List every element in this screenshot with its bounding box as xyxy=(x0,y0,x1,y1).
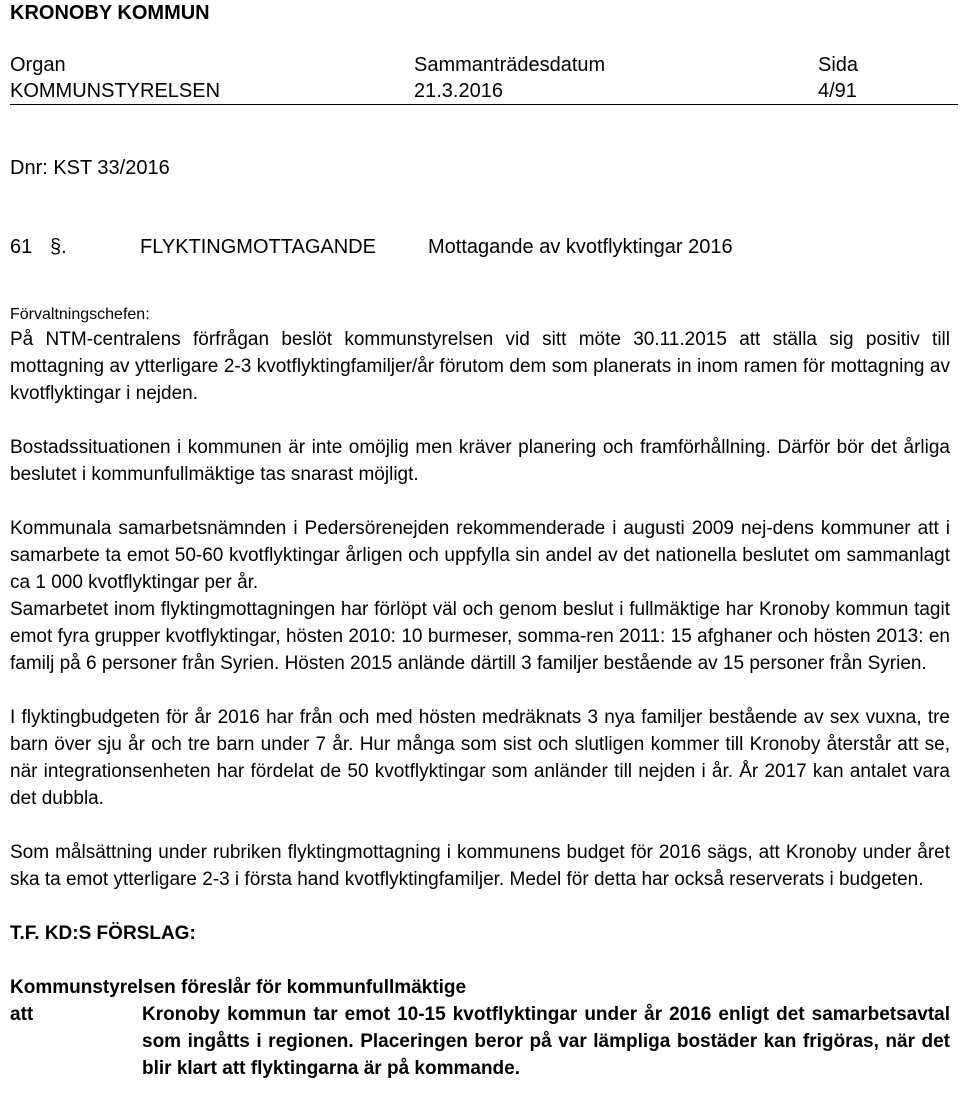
page-number-label: Sida xyxy=(818,54,859,76)
proposal-text: Kronoby kommun tar emot 10-15 kvotflyktingar under år 2016 enligt det samarbetsavtal som ingåtts i regionen. Placeringen beror på var lämpliga bostäder kan frigöras, när det blir klart att flyktingarna är på kommande. xyxy=(142,1004,950,1079)
meeting-date-value: 21.3.2016 xyxy=(414,80,503,102)
section-symbol: §. xyxy=(50,236,67,258)
organ-value: KOMMUNSTYRELSEN xyxy=(10,80,221,102)
paragraph: I flyktingbudgeten för år 2016 har från och med hösten medräknats 3 nya familjer bestående av sex vuxna, tre barn över sju år och tre barn under 7 år. Hur många som sist och slutligen kommer till Kronoby återstår att se, när integrationsenheten har fördelat de 50 kvotflyktingar som anländer till nejden i år. År 2017 kan antalet vara det dubbla. xyxy=(10,707,950,809)
proposal-lead-word: att xyxy=(10,1004,34,1025)
paragraph: Samarbetet inom flyktingmottagningen har förlöpt väl och genom beslut i fullmäktige har Kronoby kommun tagit emot fyra grupper kvotflyktingar, hösten 2010: 10 burmeser, somma-ren 2011: 15 afghaner och hösten 2013: en familj på 6 personer från Syrien. Hösten 2015 anlände därtill 3 familjer bestående av 15 personer från Syrien. xyxy=(10,599,950,674)
meeting-date-block xyxy=(414,52,605,104)
paragraph: Bostadssituationen i kommunen är inte omöjlig men kräver planering och framförhållning. Därför bör det årliga beslutet i kommunfullmäktige tas snarast möjligt. xyxy=(10,437,950,485)
paragraph: På NTM-centralens förfrågan beslöt kommunstyrelsen vid sitt möte 30.11.2015 att ställa sig positiv till mottagning av ytterligare 2-3 kvotflyktingfamiljer/år förutom dem som planerats in inom ramen för mottagning av kvotflyktingar i nejden. xyxy=(10,329,950,404)
header-divider xyxy=(10,104,958,105)
speaker-role: Förvaltningschefen: xyxy=(10,306,150,323)
diary-number: Dnr: KST 33/2016 xyxy=(10,157,170,179)
meeting-date-label: Sammanträdesdatum xyxy=(414,54,606,76)
page-number-block xyxy=(818,52,858,104)
municipality-name: KRONOBY KOMMUN xyxy=(10,2,210,24)
section-title: Mottagande av kvotflyktingar 2016 xyxy=(428,236,733,258)
proposal-clause xyxy=(10,1001,950,1082)
paragraph: Kommunala samarbetsnämnden i Pedersörenejden rekommenderade i augusti 2009 nej-dens kommuner att i samarbete ta emot 50-60 kvotflyktingar årligen och uppfylla sin andel av det nationella beslutet om sammanlagt ca 1 000 kvotflyktingar per år. xyxy=(10,518,950,593)
organ-label: Organ xyxy=(10,54,66,76)
section-heading xyxy=(10,236,733,259)
page-number-value: 4/91 xyxy=(818,80,857,102)
minutes-body xyxy=(10,304,950,1082)
paragraph: Som målsättning under rubriken flyktingmottagning i kommunens budget för 2016 sägs, att Kronoby under året ska ta emot ytterligare 2-3 i första hand kvotflyktingfamiljer. Medel för detta har också reserverats i budgeten. xyxy=(10,842,950,890)
proposal-heading: T.F. KD:S FÖRSLAG: xyxy=(10,923,196,944)
section-number: 61 xyxy=(10,236,33,258)
organ-block xyxy=(10,52,220,104)
proposal-recipient: Kommunstyrelsen föreslår för kommunfullmäktige xyxy=(10,977,467,998)
section-keyword: FLYKTINGMOTTAGANDE xyxy=(140,236,376,258)
